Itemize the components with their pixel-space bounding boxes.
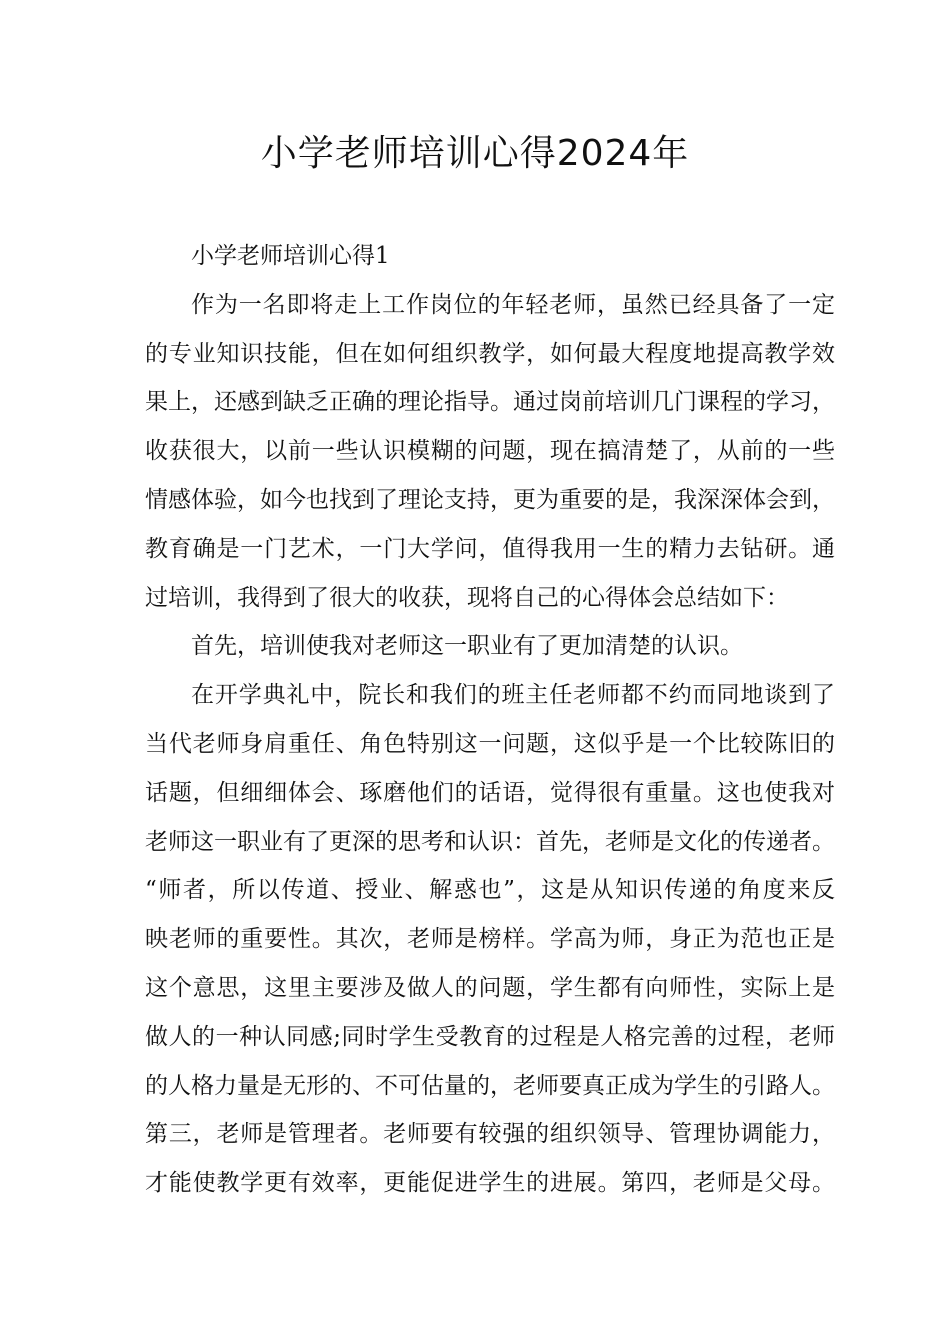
paragraph-line: 果上，还感到缺乏正确的理论指导。通过岗前培训几门课程的学习， xyxy=(145,389,835,416)
paragraph-line: 的专业知识技能，但在如何组织教学，如何最大程度地提高教学效 xyxy=(145,340,835,367)
paragraph-line: 才能使教学更有效率，更能促进学生的进展。第四，老师是父母。 xyxy=(145,1170,835,1197)
paragraph-line: 收获很大，以前一些认识模糊的问题，现在搞清楚了，从前的一些 xyxy=(145,438,835,465)
paragraph-line: 做人的一种认同感;同时学生受教育的过程是人格完善的过程，老师 xyxy=(145,1023,835,1050)
paragraph-line: 这个意思，这里主要涉及做人的问题，学生都有向师性，实际上是 xyxy=(145,974,835,1001)
paragraph-line: “师者，所以传道、授业、解惑也”，这是从知识传递的角度来反 xyxy=(145,877,835,904)
paragraph-line: 映老师的重要性。其次，老师是榜样。学高为师，身正为范也正是 xyxy=(145,926,835,953)
paragraph-line: 的人格力量是无形的、不可估量的，老师要真正成为学生的引路人。 xyxy=(145,1072,835,1099)
paragraph-line: 当代老师身肩重任、角色特别这一问题，这似乎是一个比较陈旧的 xyxy=(145,730,835,757)
paragraph-line: 作为一名即将走上工作岗位的年轻老师，虽然已经具备了一定 xyxy=(191,291,835,318)
paragraph-line: 老师这一职业有了更深的思考和认识：首先，老师是文化的传递者。 xyxy=(145,828,835,855)
paragraph-line: 小学老师培训心得1 xyxy=(191,243,390,269)
document-body xyxy=(145,232,835,1208)
document-title: 小学老师培训心得2024年 xyxy=(260,133,690,174)
paragraph-line: 教育确是一门艺术，一门大学问，值得我用一生的精力去钻研。通 xyxy=(145,535,835,562)
paragraph-line: 过培训，我得到了很大的收获，现将自己的心得体会总结如下： xyxy=(145,584,789,611)
paragraph-line: 情感体验，如今也找到了理论支持，更为重要的是，我深深体会到， xyxy=(145,486,835,513)
paragraph-line: 话题，但细细体会、琢磨他们的话语，觉得很有重量。这也使我对 xyxy=(145,779,835,806)
paragraph-line: 在开学典礼中，院长和我们的班主任老师都不约而同地谈到了 xyxy=(191,682,835,709)
paragraph-line: 第三，老师是管理者。老师要有较强的组织领导、管理协调能力， xyxy=(145,1121,835,1148)
paragraph-line: 首先，培训使我对老师这一职业有了更加清楚的认识。 xyxy=(191,633,743,660)
